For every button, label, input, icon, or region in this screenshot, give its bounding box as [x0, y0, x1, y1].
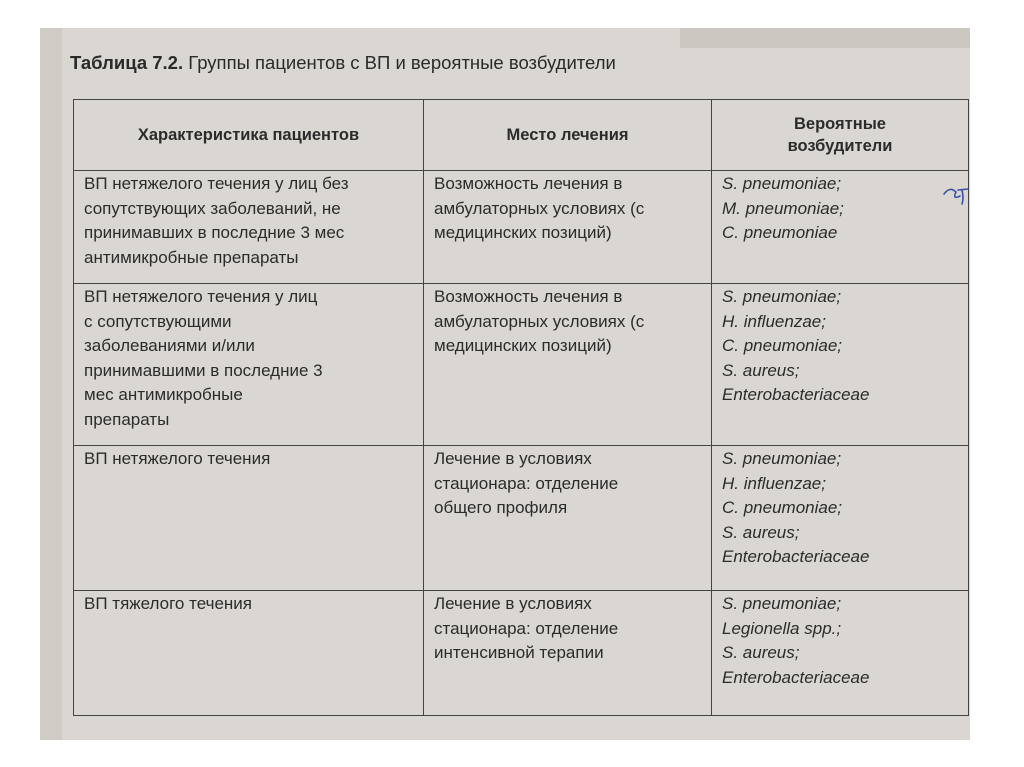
pathogen: S. pneumoniae; [722, 449, 842, 468]
pathogen: H. influenzae; [722, 311, 826, 331]
header-pathogens-text: Вероятные возбудители [787, 115, 893, 155]
table-header-row [74, 100, 969, 171]
characteristic-text: ВП нетяжелого течения у лиц с сопутствующими заболеваниями и/или принимавшими в последние 3 мес антимикробные препараты [84, 287, 323, 429]
header-pathogens [712, 100, 969, 171]
header-place: Место лечения [424, 100, 712, 171]
pathogens-table [73, 99, 969, 716]
place-text: Лечение в условиях стационара: отделение интенсивной терапии [434, 594, 619, 662]
cell-place [424, 591, 712, 716]
pathogen: S. pneumoniae; [722, 594, 842, 613]
cell-pathogens [712, 446, 969, 591]
cell-characteristic: ВП нетяжелого течения у лиц без сопутствующих заболеваний, не принимавших в последние 3 мес антимикробные препараты [74, 171, 424, 284]
table-row [74, 284, 969, 446]
header-characteristic: Характеристика пациентов [74, 100, 424, 171]
table-row [74, 171, 969, 284]
cell-pathogens [712, 171, 969, 284]
pathogen: H. influenzae; [722, 473, 826, 493]
pathogen: Enterobacteriaceae [722, 667, 870, 687]
pathogen: S. pneumoniae; [722, 287, 842, 306]
pathogen: S. aureus; [722, 522, 800, 542]
table-row [74, 591, 969, 716]
pathogen: Enterobacteriaceae [722, 547, 870, 566]
pathogen: S. aureus; [722, 360, 800, 380]
pathogen: S. aureus; [722, 643, 800, 662]
place-text: Лечение в условиях стационара: отделение общего профиля [434, 449, 619, 517]
table-number: Таблица 7.2. [70, 52, 184, 73]
table-row [74, 446, 969, 591]
table-title [70, 52, 616, 74]
cell-pathogens [712, 591, 969, 716]
pathogen: C. pneumoniae [722, 223, 838, 242]
cell-place: Возможность лечения в амбулаторных условиях (с медицинских позиций) [424, 284, 712, 446]
cell-place [424, 446, 712, 591]
cell-characteristic: ВП тяжелого течения [74, 591, 424, 716]
scanned-page [40, 28, 970, 740]
cell-characteristic: ВП нетяжелого течения [74, 446, 424, 591]
pathogen: Legionella spp.; [722, 618, 842, 638]
pathogen: C. pneumoniae; [722, 336, 843, 355]
pathogen: Enterobacteriaceae [722, 385, 870, 404]
pathogen: M. pneumoniae; [722, 198, 844, 218]
cell-place: Возможность лечения в амбулаторных условиях (с медицинских позиций) [424, 171, 712, 284]
cell-pathogens [712, 284, 969, 446]
cell-characteristic [74, 284, 424, 446]
table-caption: Группы пациентов с ВП и вероятные возбудители [183, 52, 616, 73]
pen-scribble-icon [942, 178, 970, 208]
pathogen: C. pneumoniae; [722, 498, 843, 517]
bleed-through-area [680, 28, 970, 48]
page-edge-shadow [40, 28, 62, 740]
pathogen: S. pneumoniae; [722, 174, 842, 193]
